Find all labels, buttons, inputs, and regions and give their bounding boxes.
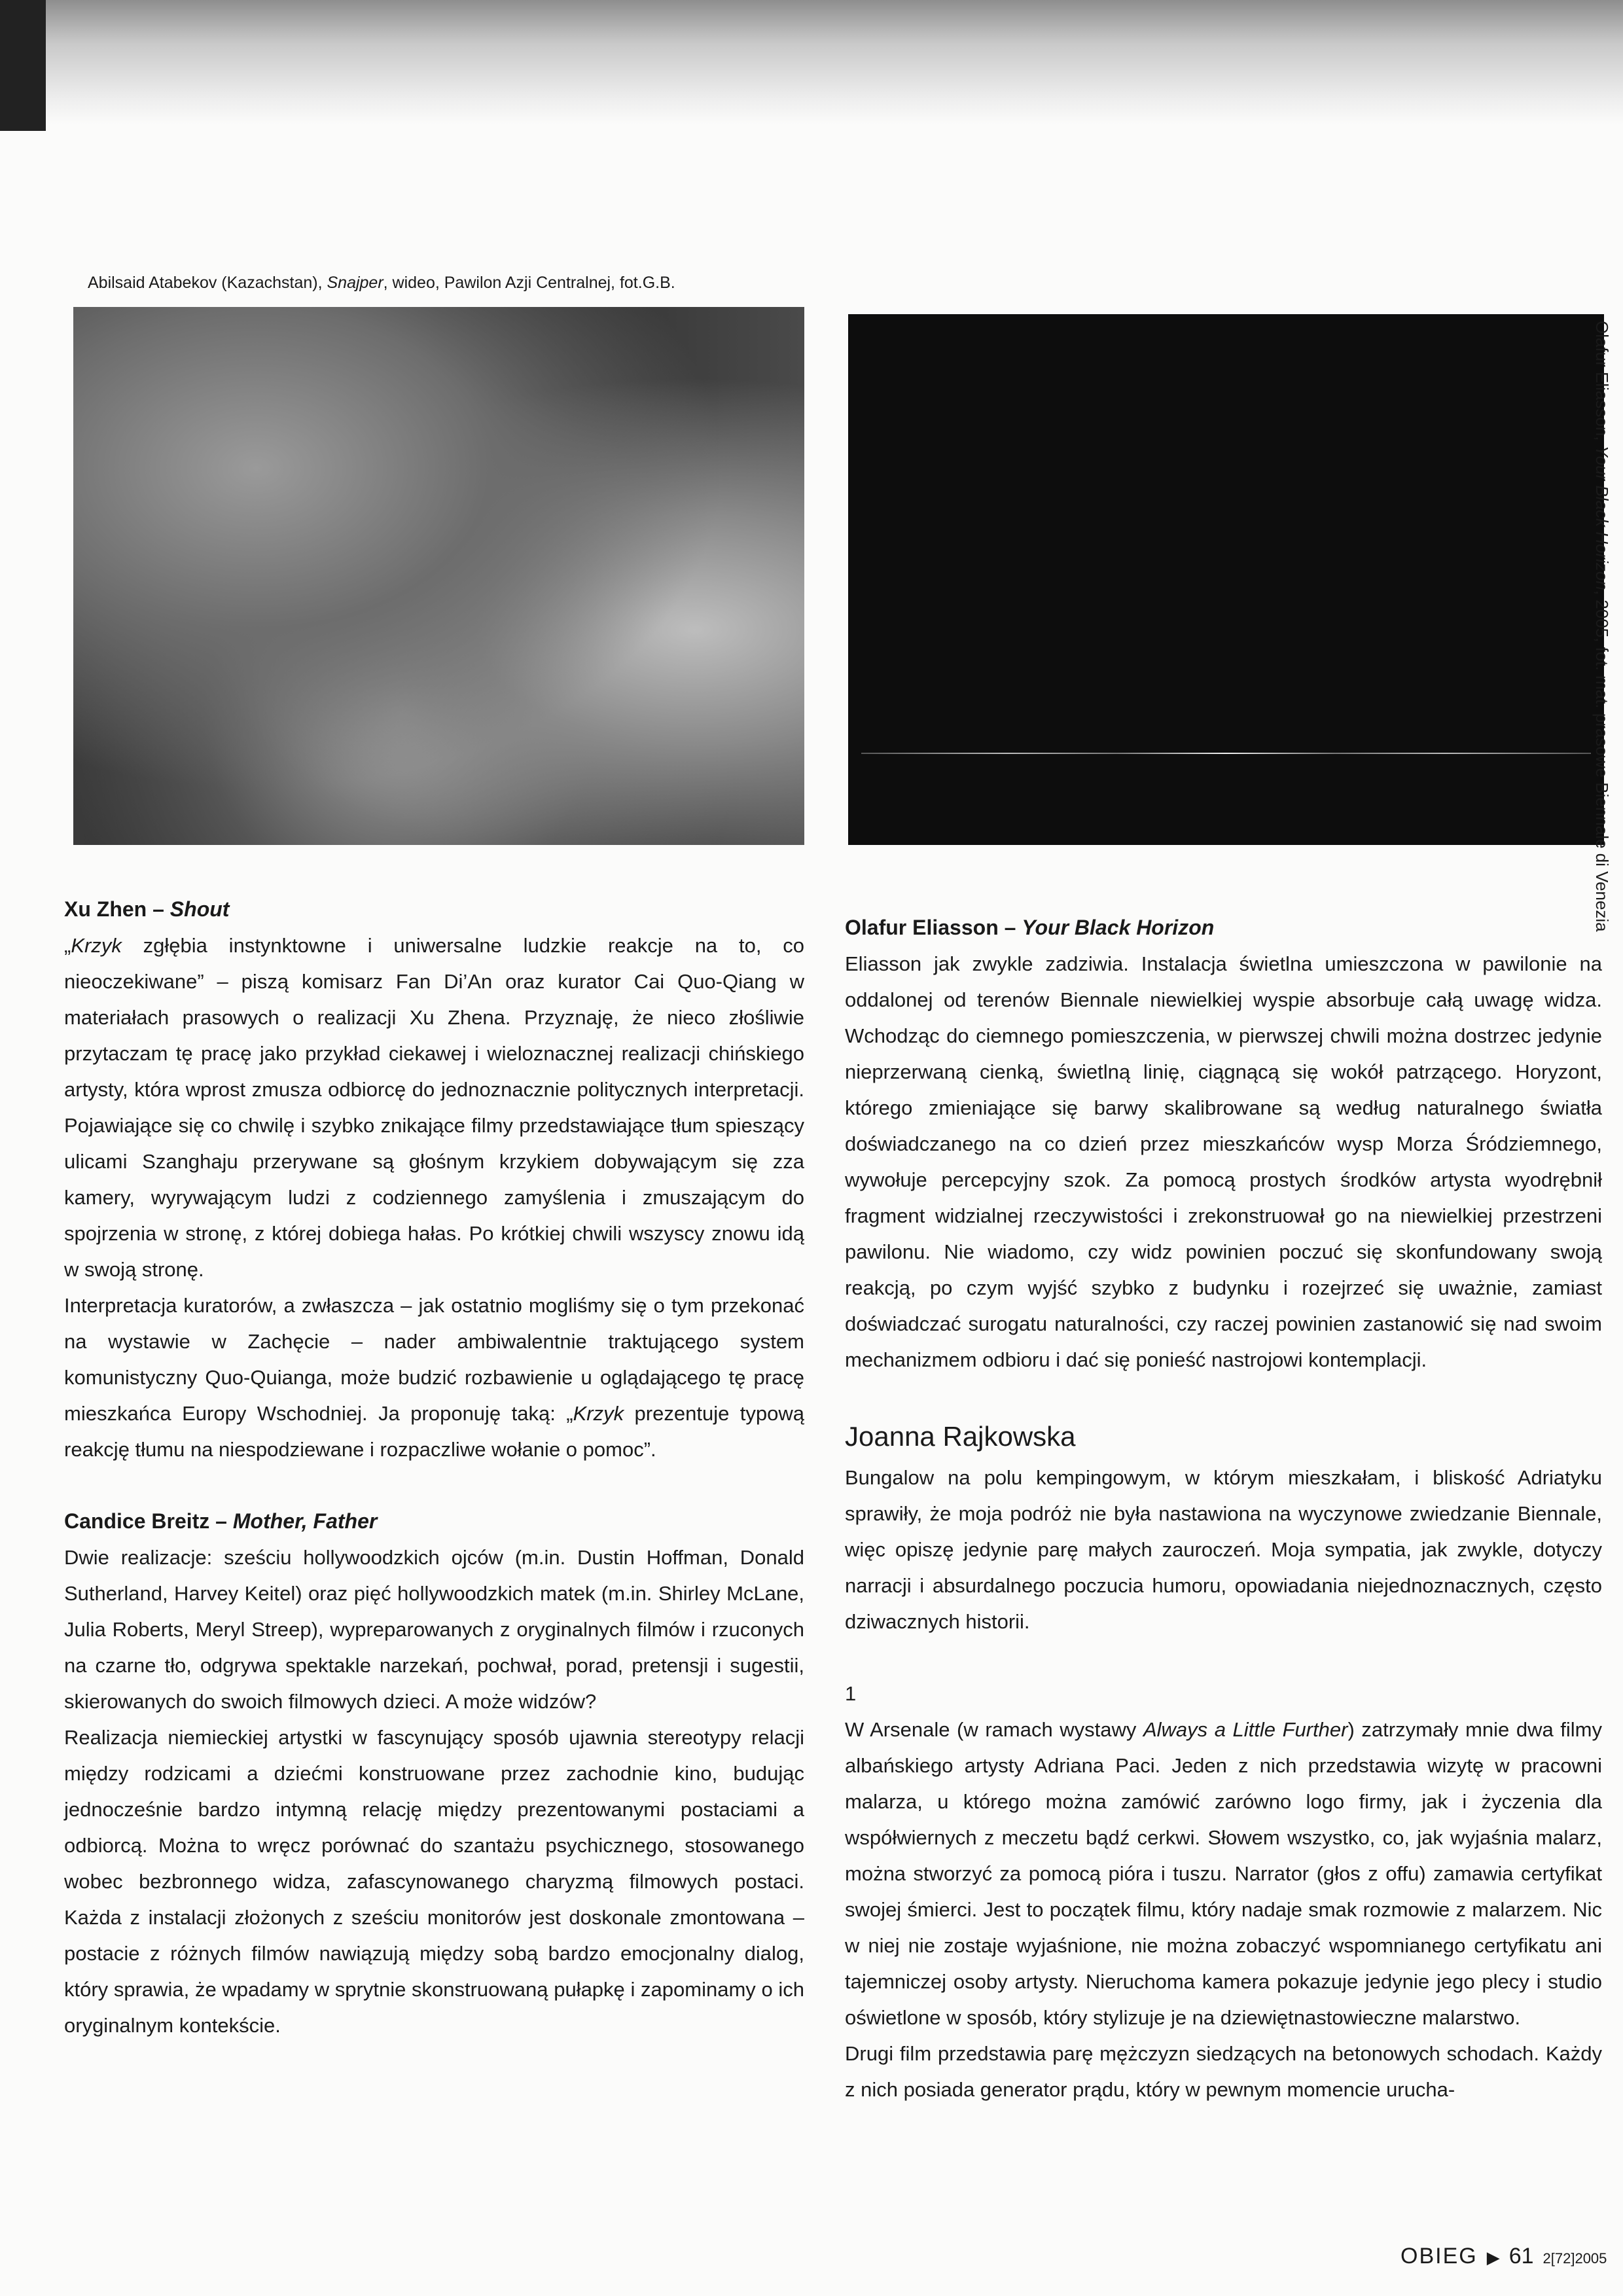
issue-number: 2[72]2005 (1543, 2250, 1607, 2267)
paragraph: Interpretacja kuratorów, a zwłaszcza – jak ostatnio mogliśmy się o tym przekonać na wystawie w Zachęcie – nader ambiwalentnie traktującego system komunistyczny Quo-Quianga, może budzić rozbawienie u oglądającego tę pracę mieszkańca Europy Wschodniej. Ja proponuję taką: „Krzyk prezentuje typową reakcję tłumu na niespodziewane i rozpaczliwe wołanie o pomoc”. (64, 1294, 804, 1461)
paragraph: Bungalow na polu kempingowym, w którym mieszkałam, i bliskość Adriatyku sprawiły, że moja podróż nie była nastawiona na wyczynowe zwiedzanie Biennale, więc opiszę jedynie parę małych zauroczeń. Moja sympatia, jak zwykle, dotyczy narracji i absurdalnego poczucia humoru, opowiadania niejednoznacznych, często dziwacznych historii. (845, 1466, 1602, 1633)
page-number: 61 (1508, 2244, 1534, 2269)
heading-joanna-rajkowska: Joanna Rajkowska (845, 1421, 1076, 1452)
paragraph: W Arsenale (w ramach wystawy Always a Little Further) zatrzymały mnie dwa filmy albańskiego artysty Adriana Paci. Jeden z nich przedstawia wizytę w pracowni malarza, u którego można zamówić zarówno logo firmy, jak i życzenia dla współwiernych z meczetu bądź cerkwi. Słowem wszystko, co, jak wyjaśnia malarz, można stworzyć za pomocą pióra i tuszu. Narrator (głos z offu) zamawia certyfikat swojej śmierci. Jest to początek filmu, który nadaje smak rozmowie z malarzem. Nic w niej nie zostaje wyjaśnione, nie można zobaczyć wspomnianego certyfikatu ani tajemniczej osoby artysty. Nieruchoma kamera pokazuje jedynie jego plecy i studio oświetlone w sposób, który stylizuje je na dziewiętnastowieczne malarstwo. (845, 1718, 1602, 2029)
left-photo-caption: Abilsaid Atabekov (Kazachstan), Snajper, wideo, Pawilon Azji Centralnej, fot.G.B. (88, 274, 675, 292)
page-footer (1400, 2244, 1607, 2269)
paragraph: „Krzyk zgłębia instynktowne i uniwersalne ludzkie reakcje na to, co nieoczekiwane” – piszą komisarz Fan Di’An oraz kurator Cai Quo-Qiang w materiałach prasowych o realizacji Xu Zhena. Przyznaję, że nieco złośliwie przytaczam tę pracę jako przykład ciekawej i wieloznacznej realizacji chińskiego artysty, która wprost zmusza odbiorcę do jednoznacznie politycznych interpretacji. Pojawiające się co chwilę i szybko znikające filmy przedstawiające tłum spieszący ulicami Szanghaju przerywane są głośnym krzykiem dobywającym się zza kamery, wyrywającym ludzi z codziennego zamyślenia i zmuszającym do spojrzenia w stronę, z której dobiega hałas. Po krótkiej chwili wszyscy znowu idą w swoją stronę. (64, 934, 804, 1281)
scan-edge (0, 0, 46, 131)
right-photo-caption: Olafur Eliasson, Your Black Horizon, 2005, fot. mat. prasowe Biennale di Venezia (1592, 321, 1612, 932)
scan-shadow (0, 0, 1623, 124)
heading-olafur-eliasson: Olafur Eliasson – Your Black Horizon (845, 916, 1215, 939)
section-number: 1 (845, 1682, 857, 1705)
paragraph: Eliasson jak zwykle zadziwia. Instalacja świetlna umieszczona w pawilonie na oddalonej od terenów Biennale niewielkiej wyspie absorbuje całą uwagę widza. Wchodząc do ciemnego pomieszczenia, w pierwszej chwili można dostrzec jedynie nieprzerwaną cienką, świetlną linię, ciągnącą się wokół patrzącego. Horyzont, którego zmieniające się barwy skalibrowane są według naturalnego światła doświadczanego na co dzień przez mieszkańców wysp Morza Śródziemnego, wywołuje percepcyjny szok. Za pomocą prostych środków artysta wyodrębnił fragment widzialnej rzeczywistości i zrekonstruował go na niewielkiej przestrzeni pawilonu. Nie wiadomo, czy widz powinien poczuć się skonfundowany swoją reakcją, po czym wyjść szybko z budynku i rozejrzeć się uważnie, zamiast doświadczać surogatu naturalności, czy raczej powinien zastanowić się nad swoim mechanizmem odbioru i dać się ponieść nastrojowi kontemplacji. (845, 952, 1602, 1371)
paragraph: Realizacja niemieckiej artystki w fascynujący sposób ujawnia stereotypy relacji między rodzicami a dziećmi konstruowane przez zachodnie kino, budując jednocześnie bardzo intymną relację między prezentowanymi postaciami a odbiorcą. Można to wręcz porównać do szantażu psychicznego, stosowanego wobec bezbronnego widza, zafascynowanego charyzmą filmowych postaci. Każda z instalacji złożonych z sześciu monitorów jest doskonale zmontowana – postacie z różnych filmów nawiązują między sobą bardzo emocjonalny dialog, który sprawia, że wpadamy w sprytnie skonstruowaną pułapkę i zapominamy o ich oryginalnym kontekście. (64, 1726, 804, 2037)
heading-xu-zhen: Xu Zhen – Shout (64, 897, 230, 921)
right-column (845, 910, 1602, 2108)
paragraph: Dwie realizacje: sześciu hollywoodzkich ojców (m.in. Dustin Hoffman, Donald Sutherland, Harvey Keitel) oraz pięć hollywoodzkich matek (m.in. Shirley McLane, Julia Roberts, Meryl Streep), wypreparowanych z oryginalnych filmów i rzuconych na czarne tło, odgrywa spektakle narzekań, pochwał, porad, pretensji i sugestii, skierowanych do swoich filmowych dzieci. A może widzów? (64, 1546, 804, 1713)
paragraph: Drugi film przedstawia parę mężczyzn siedzących na betonowych schodach. Każdy z nich posiada generator prądu, który w pewnym momencie urucha- (845, 2042, 1602, 2101)
magazine-logo: OBIEG (1400, 2244, 1478, 2269)
light-horizon-line (861, 753, 1591, 754)
photo-snajper (73, 307, 804, 845)
left-column (64, 891, 804, 2043)
triangle-icon: ▶ (1486, 2248, 1500, 2267)
photo-your-black-horizon (848, 314, 1604, 845)
heading-candice-breitz: Candice Breitz – Mother, Father (64, 1509, 378, 1533)
